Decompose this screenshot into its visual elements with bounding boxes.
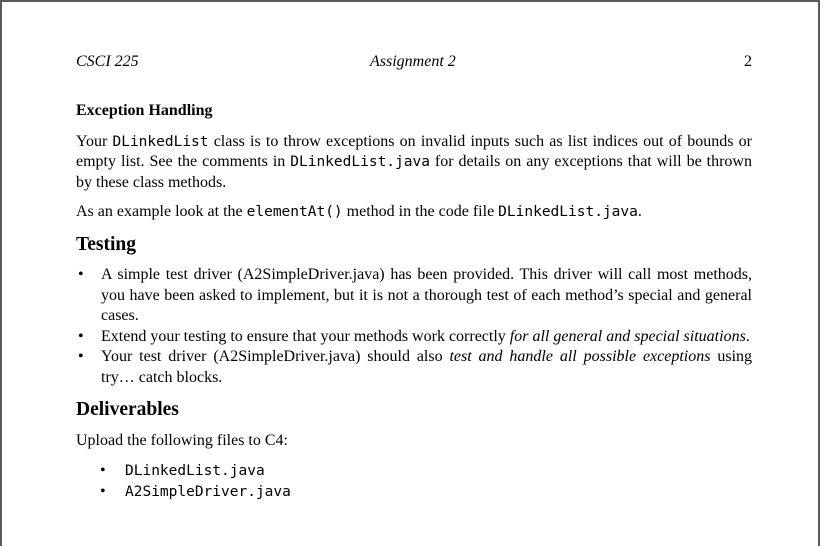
list-item bbox=[76, 327, 752, 348]
text-run: . bbox=[637, 203, 642, 220]
deliverables-list bbox=[76, 461, 752, 503]
list-item bbox=[76, 461, 752, 482]
page-number: 2 bbox=[744, 53, 752, 70]
text-run: for details on any exceptions that will be thrown by these class methods. bbox=[76, 153, 752, 191]
text-run: Your bbox=[76, 132, 113, 150]
text-run: method in the code file bbox=[342, 203, 499, 220]
text-run: As an example look at the bbox=[76, 203, 247, 220]
list-item-emphasis: for all general and special situations bbox=[509, 327, 746, 345]
page-content bbox=[76, 101, 752, 503]
bullet-icon: • bbox=[100, 483, 106, 500]
code-dlinkedlist-java: DLinkedList.java bbox=[498, 204, 638, 220]
list-item-text: A simple test driver (A2SimpleDriver.java) has been provided. This driver will call most methods, you have been asked to implement, but it is not a thorough test of each method’s special and general cases. bbox=[101, 266, 752, 324]
text-run: class is to throw exceptions on invalid inputs such as list indices out of bounds or empty list. See the comments in bbox=[76, 132, 753, 170]
bullet-icon: • bbox=[100, 462, 106, 479]
exception-paragraph-1 bbox=[76, 132, 752, 194]
list-item-text: . bbox=[745, 327, 750, 345]
list-item-text: Extend your testing to ensure that your methods work correctly bbox=[101, 327, 510, 345]
exception-handling-heading: Exception Handling bbox=[76, 102, 213, 119]
code-elementat: elementAt() bbox=[246, 204, 343, 220]
course-code: CSCI 225 bbox=[76, 53, 139, 70]
list-item bbox=[76, 482, 752, 503]
list-item-text: using try… catch blocks. bbox=[101, 348, 753, 386]
bullet-icon: • bbox=[78, 266, 84, 283]
deliverables-intro: Upload the following files to C4: bbox=[76, 431, 288, 449]
assignment-title: Assignment 2 bbox=[370, 53, 456, 70]
file-name: DLinkedList.java bbox=[125, 463, 265, 479]
code-dlinkedlist: DLinkedList bbox=[112, 133, 209, 150]
code-dlinkedlist-java: DLinkedList.java bbox=[290, 154, 430, 170]
list-item bbox=[76, 265, 752, 327]
deliverables-heading: Deliverables bbox=[76, 399, 179, 420]
file-name: A2SimpleDriver.java bbox=[125, 484, 291, 500]
testing-heading: Testing bbox=[76, 233, 136, 255]
page-header bbox=[76, 53, 752, 73]
list-item-emphasis: test and handle all possible exceptions bbox=[449, 348, 711, 365]
bullet-icon: • bbox=[78, 327, 84, 345]
list-item bbox=[76, 347, 752, 388]
list-item-text: Your test driver (A2SimpleDriver.java) should also bbox=[101, 348, 450, 365]
testing-list bbox=[76, 265, 752, 388]
exception-paragraph-2 bbox=[76, 202, 752, 223]
bullet-icon: • bbox=[78, 348, 84, 365]
